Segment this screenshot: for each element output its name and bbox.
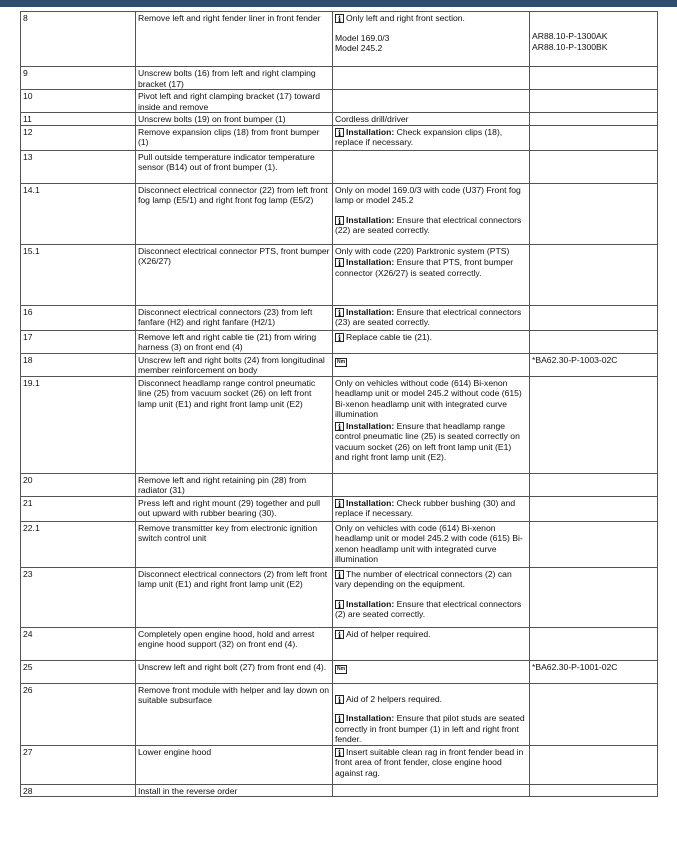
table-row <box>21 627 658 660</box>
step-number: 17 <box>23 331 33 342</box>
model-line: Model 245.2 <box>335 43 383 53</box>
note-text: Only on vehicles with code (614) Bi-xenon headlamp unit or model 245.2 with code (615) Bi-xenon headlamp unit with integrated curve illumination <box>335 522 523 564</box>
reference-cell <box>530 330 658 353</box>
action-text: Lower engine hood <box>138 746 212 757</box>
step-number: 21 <box>23 497 33 508</box>
note <box>335 569 527 590</box>
note-text: The number of electrical connectors (2) can vary depending on the equipment. <box>335 568 512 589</box>
note-text: Ensure that electrical connectors (23) are seated correctly. <box>335 306 522 327</box>
step-number-cell <box>21 521 136 567</box>
action-text: Unscrew left and right bolts (24) from longitudinal member reinforcement on body <box>138 354 325 375</box>
note-text: Cordless drill/driver <box>335 114 409 124</box>
action-cell <box>136 660 333 683</box>
step-number-cell <box>21 496 136 521</box>
note <box>335 257 527 278</box>
step-number-cell <box>21 784 136 797</box>
step-number: 26 <box>23 684 33 695</box>
step-number: 10 <box>23 91 33 101</box>
note-text: Aid of 2 helpers required. <box>346 693 443 704</box>
notes-cell <box>333 521 530 567</box>
note-text: Only left and right front section. <box>346 13 465 23</box>
action-cell <box>136 183 333 244</box>
action-text: Pull outside temperature indicator temperature sensor (B14) out of front bumper (1). <box>138 151 315 172</box>
note-text: Ensure that electrical connectors (2) are seated correctly. <box>335 598 522 619</box>
reference-cell <box>530 12 658 67</box>
notes-cell <box>333 150 530 183</box>
torque-nm-icon: Nm <box>336 665 346 672</box>
table-row <box>21 496 658 521</box>
table-row <box>21 183 658 244</box>
notes-cell <box>333 745 530 784</box>
step-number: 16 <box>23 306 33 317</box>
notes-cell <box>333 567 530 627</box>
step-number: 8 <box>23 13 28 23</box>
spacer <box>335 206 527 215</box>
info-icon: i <box>335 258 344 267</box>
action-cell <box>136 521 333 567</box>
reference-link[interactable]: AR88.10-P-1300AK <box>532 31 608 41</box>
action-cell <box>136 330 333 353</box>
note-text: Aid of helper required. <box>346 628 431 639</box>
action-text: Completely open engine hood, hold and arrest engine hood support (32) on front end (4). <box>138 628 315 649</box>
spacer <box>532 22 655 31</box>
notes-cell <box>333 125 530 150</box>
note-text: Check expansion clips (18), replace if necessary. <box>335 126 503 147</box>
action-text: Unscrew bolts (16) from left and right clamping bracket (17) <box>138 68 316 89</box>
step-number-cell <box>21 376 136 473</box>
spacer <box>335 704 527 713</box>
step-number-cell <box>21 745 136 784</box>
step-number: 20 <box>23 474 33 485</box>
notes-cell <box>333 784 530 797</box>
action-text: Disconnect electrical connector PTS, front bumper (X26/27) <box>138 245 330 266</box>
reference-cell <box>530 660 658 683</box>
installation-label: Installation: <box>346 257 395 267</box>
step-number-cell <box>21 627 136 660</box>
note <box>335 307 527 328</box>
note <box>335 662 527 674</box>
step-number: 25 <box>23 661 33 672</box>
table-row <box>21 521 658 567</box>
table-row <box>21 683 658 745</box>
action-cell <box>136 67 333 90</box>
step-number: 11 <box>23 114 32 124</box>
action-text: Disconnect electrical connectors (23) from left fanfare (H2) and right fanfare (H2/1) <box>138 306 313 327</box>
reference-cell <box>530 183 658 244</box>
table-row <box>21 473 658 496</box>
action-cell <box>136 376 333 473</box>
info-icon: i <box>335 748 344 757</box>
action-cell <box>136 125 333 150</box>
note-text: Ensure that pilot studs are seated correctly in front bumper (1) in left and right front fender. <box>335 713 525 744</box>
notes-cell <box>333 376 530 473</box>
note <box>335 114 527 125</box>
installation-label: Installation: <box>346 126 395 137</box>
step-number-cell <box>21 353 136 376</box>
action-cell <box>136 745 333 784</box>
step-number-cell <box>21 67 136 90</box>
table-row <box>21 67 658 90</box>
step-number: 18 <box>23 354 33 365</box>
table-row <box>21 305 658 330</box>
step-number: 27 <box>23 746 33 757</box>
table-row <box>21 353 658 376</box>
action-text: Disconnect headlamp range control pneumatic line (25) from vacuum socket (26) on left front lamp unit (E1) and right front lamp unit (E2) <box>138 377 316 409</box>
info-icon: i <box>335 630 344 639</box>
reference-cell <box>530 376 658 473</box>
info-icon: i <box>335 714 344 723</box>
action-text: Disconnect electrical connector (22) from left front fog lamp (E5/1) and right front fog lamp (E5/2) <box>138 184 328 205</box>
action-cell <box>136 353 333 376</box>
note <box>335 747 527 779</box>
action-text: Unscrew left and right bolt (27) from front end (4). <box>138 661 327 672</box>
reference-link[interactable]: AR88.10-P-1300BK <box>532 41 608 52</box>
action-text: Unscrew bolts (19) on front bumper (1) <box>138 114 286 124</box>
note <box>335 246 527 257</box>
step-number: 14.1 <box>23 184 40 195</box>
note <box>335 629 527 640</box>
notes-cell <box>333 305 530 330</box>
action-cell <box>136 473 333 496</box>
note <box>335 378 527 420</box>
notes-cell <box>333 660 530 683</box>
step-number: 9 <box>23 68 28 78</box>
step-number: 22.1 <box>23 522 40 533</box>
info-icon: i <box>335 422 344 431</box>
table-row <box>21 567 658 627</box>
note <box>335 127 527 148</box>
note-text: Ensure that electrical connectors (22) are seated correctly. <box>335 214 522 235</box>
table-row <box>21 244 658 305</box>
window-top-bar <box>0 0 677 7</box>
step-number-cell <box>21 473 136 496</box>
note-text: Ensure that PTS, front bumper connector (X26/27) is seated correctly. <box>335 257 514 278</box>
reference-cell <box>530 305 658 330</box>
info-icon: i <box>335 14 344 23</box>
step-number-cell <box>21 305 136 330</box>
note <box>335 421 527 463</box>
notes-cell <box>333 90 530 113</box>
reference-cell <box>530 67 658 90</box>
action-cell <box>136 784 333 797</box>
step-number-cell <box>21 125 136 150</box>
action-cell <box>136 244 333 305</box>
action-cell <box>136 305 333 330</box>
notes-cell <box>333 183 530 244</box>
action-text: Pivot left and right clamping bracket (17) toward inside and remove <box>138 91 320 112</box>
step-number-cell <box>21 244 136 305</box>
note-text: Only on vehicles without code (614) Bi-xenon headlamp unit or model 245.2 without code (615) Bi-xenon headlamp unit with integrated curve illumination <box>335 377 522 419</box>
step-number: 28 <box>23 785 33 796</box>
note <box>335 694 527 705</box>
torque-nm-icon: Nm <box>336 358 346 365</box>
installation-label: Installation: <box>346 497 395 508</box>
table-row <box>21 125 658 150</box>
action-text: Remove left and right cable tie (21) from wiring harness (3) on front end (4) <box>138 331 317 352</box>
spacer <box>335 685 527 694</box>
notes-cell <box>333 473 530 496</box>
action-cell <box>136 12 333 67</box>
reference-cell <box>530 113 658 126</box>
action-cell <box>136 113 333 126</box>
action-text: Install in the reverse order <box>138 785 238 796</box>
action-cell <box>136 150 333 183</box>
table-row <box>21 330 658 353</box>
reference-cell <box>530 353 658 376</box>
note <box>335 523 527 565</box>
step-number: 19.1 <box>23 377 40 388</box>
note-text: Ensure that headlamp range control pneumatic line (25) is seated correctly on vacuum socket (26) on left front lamp unit (E1) and right front lamp unit (E2). <box>335 420 520 462</box>
info-icon: i <box>335 499 344 508</box>
step-number-cell <box>21 567 136 627</box>
notes-cell <box>333 12 530 67</box>
reference-cell <box>530 150 658 183</box>
table-row <box>21 745 658 784</box>
action-cell <box>136 90 333 113</box>
installation-label: Installation: <box>346 306 395 317</box>
reference-link[interactable]: *BA62.30-P-1001-02C <box>532 661 618 672</box>
reference-cell <box>530 125 658 150</box>
info-icon: i <box>335 600 344 609</box>
reference-cell <box>530 521 658 567</box>
info-icon: i <box>335 128 344 137</box>
spacer <box>532 13 655 22</box>
action-cell <box>136 496 333 521</box>
note <box>335 498 527 519</box>
reference-link[interactable]: *BA62.30-P-1003-02C <box>532 354 618 365</box>
info-icon: i <box>335 695 344 704</box>
action-text: Disconnect electrical connectors (2) from left front lamp unit (E1) and right front lamp unit (E2) <box>138 568 328 589</box>
action-cell <box>136 567 333 627</box>
table-row <box>21 90 658 113</box>
notes-cell <box>333 67 530 90</box>
step-number-cell <box>21 12 136 67</box>
model-line: Model 169.0/3 <box>335 32 390 43</box>
table-row <box>21 150 658 183</box>
note-text: Only with code (220) Parktronic system (PTS) <box>335 245 510 256</box>
notes-cell <box>333 496 530 521</box>
reference-cell <box>530 784 658 797</box>
step-number: 15.1 <box>23 245 40 256</box>
reference-cell <box>530 745 658 784</box>
action-text: Remove front module with helper and lay down on suitable subsurface <box>138 684 330 705</box>
action-text: Remove left and right fender liner in front fender <box>138 13 321 23</box>
spacer <box>335 590 527 599</box>
note <box>335 599 527 620</box>
action-cell <box>136 627 333 660</box>
step-number: 13 <box>23 151 33 162</box>
notes-cell <box>333 683 530 745</box>
procedure-table <box>20 11 658 797</box>
spacer <box>335 24 527 33</box>
note <box>335 355 527 367</box>
note <box>335 713 527 745</box>
step-number: 24 <box>23 628 33 639</box>
note <box>335 332 527 343</box>
action-text: Remove expansion clips (18) from front bumper (1) <box>138 126 320 147</box>
table-row <box>21 376 658 473</box>
note-text: Check rubber bushing (30) and replace if necessary. <box>335 497 516 518</box>
step-number-cell <box>21 660 136 683</box>
table-row <box>21 660 658 683</box>
installation-label: Installation: <box>346 420 395 431</box>
reference-cell <box>530 496 658 521</box>
info-icon: i <box>335 570 344 579</box>
step-number-cell <box>21 150 136 183</box>
reference-cell <box>530 567 658 627</box>
step-number: 23 <box>23 568 33 579</box>
reference-cell <box>530 627 658 660</box>
reference-cell <box>530 473 658 496</box>
notes-cell <box>333 627 530 660</box>
reference-cell <box>530 90 658 113</box>
note <box>335 13 527 24</box>
step-number-cell <box>21 683 136 745</box>
reference-cell <box>530 244 658 305</box>
table-row <box>21 784 658 797</box>
info-icon: i <box>335 216 344 225</box>
notes-cell <box>333 353 530 376</box>
notes-cell <box>333 244 530 305</box>
step-number: 12 <box>23 126 33 137</box>
info-icon: i <box>335 308 344 317</box>
installation-label: Installation: <box>346 214 395 225</box>
note-text: Insert suitable clean rag in front fender bead in front area of front fender, close engine hood against rag. <box>335 746 524 778</box>
reference-cell <box>530 683 658 745</box>
action-cell <box>136 683 333 745</box>
info-icon: i <box>335 333 344 342</box>
table-row <box>21 113 658 126</box>
installation-label: Installation: <box>346 713 395 723</box>
action-text: Remove left and right retaining pin (28) from radiator (31) <box>138 474 307 495</box>
step-number-cell <box>21 330 136 353</box>
note <box>335 215 527 236</box>
notes-cell <box>333 113 530 126</box>
notes-cell <box>333 330 530 353</box>
note <box>335 185 527 206</box>
note-text: Replace cable tie (21). <box>346 331 432 342</box>
note-text: Only on model 169.0/3 with code (U37) Front fog lamp or model 245.2 <box>335 184 521 205</box>
action-text: Press left and right mount (29) together and pull out upward with rubber bearing (30). <box>138 497 321 518</box>
step-number-cell <box>21 113 136 126</box>
step-number-cell <box>21 183 136 244</box>
table-row <box>21 12 658 67</box>
action-text: Remove transmitter key from electronic ignition switch control unit <box>138 522 318 543</box>
installation-label: Installation: <box>346 598 395 609</box>
step-number-cell <box>21 90 136 113</box>
